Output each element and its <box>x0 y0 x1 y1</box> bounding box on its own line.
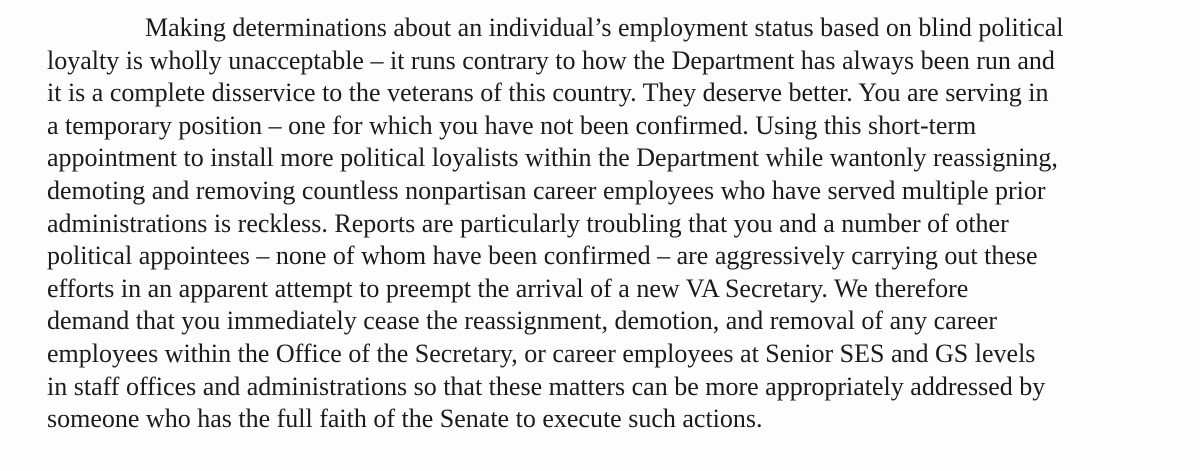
paragraph-line: efforts in an apparent attempt to preempt the arrival of a new VA Secretary. We therefore <box>47 273 969 303</box>
paragraph-line: loyalty is wholly unacceptable – it runs contrary to how the Department has always been run and <box>47 45 1055 75</box>
paragraph-line: a temporary position – one for which you have not been confirmed. Using this short-term <box>47 110 977 140</box>
paragraph-line: political appointees – none of whom have been confirmed – are aggressively carrying out these <box>47 241 1038 271</box>
paragraph-line: employees within the Office of the Secretary, or career employees at Senior SES and GS levels <box>47 338 1036 368</box>
paragraph-line: in staff offices and administrations so that these matters can be more appropriately addressed by <box>47 371 1046 401</box>
letter-paragraph <box>47 12 1197 436</box>
paragraph-line: it is a complete disservice to the veterans of this country. They deserve better. You are serving in <box>47 78 1049 108</box>
paragraph-line: Making determinations about an individual’s employment status based on blind political <box>145 13 1064 42</box>
paragraph-line: demand that you immediately cease the reassignment, demotion, and removal of any career <box>47 306 998 336</box>
paragraph-line: demoting and removing countless nonpartisan career employees who have served multiple prior <box>47 175 1046 205</box>
paragraph-line: appointment to install more political loyalists within the Department while wantonly reassigning, <box>47 143 1058 173</box>
paragraph-line: administrations is reckless. Reports are particularly troubling that you and a number of other <box>47 208 1009 238</box>
paragraph-line: someone who has the full faith of the Senate to execute such actions. <box>47 404 763 434</box>
